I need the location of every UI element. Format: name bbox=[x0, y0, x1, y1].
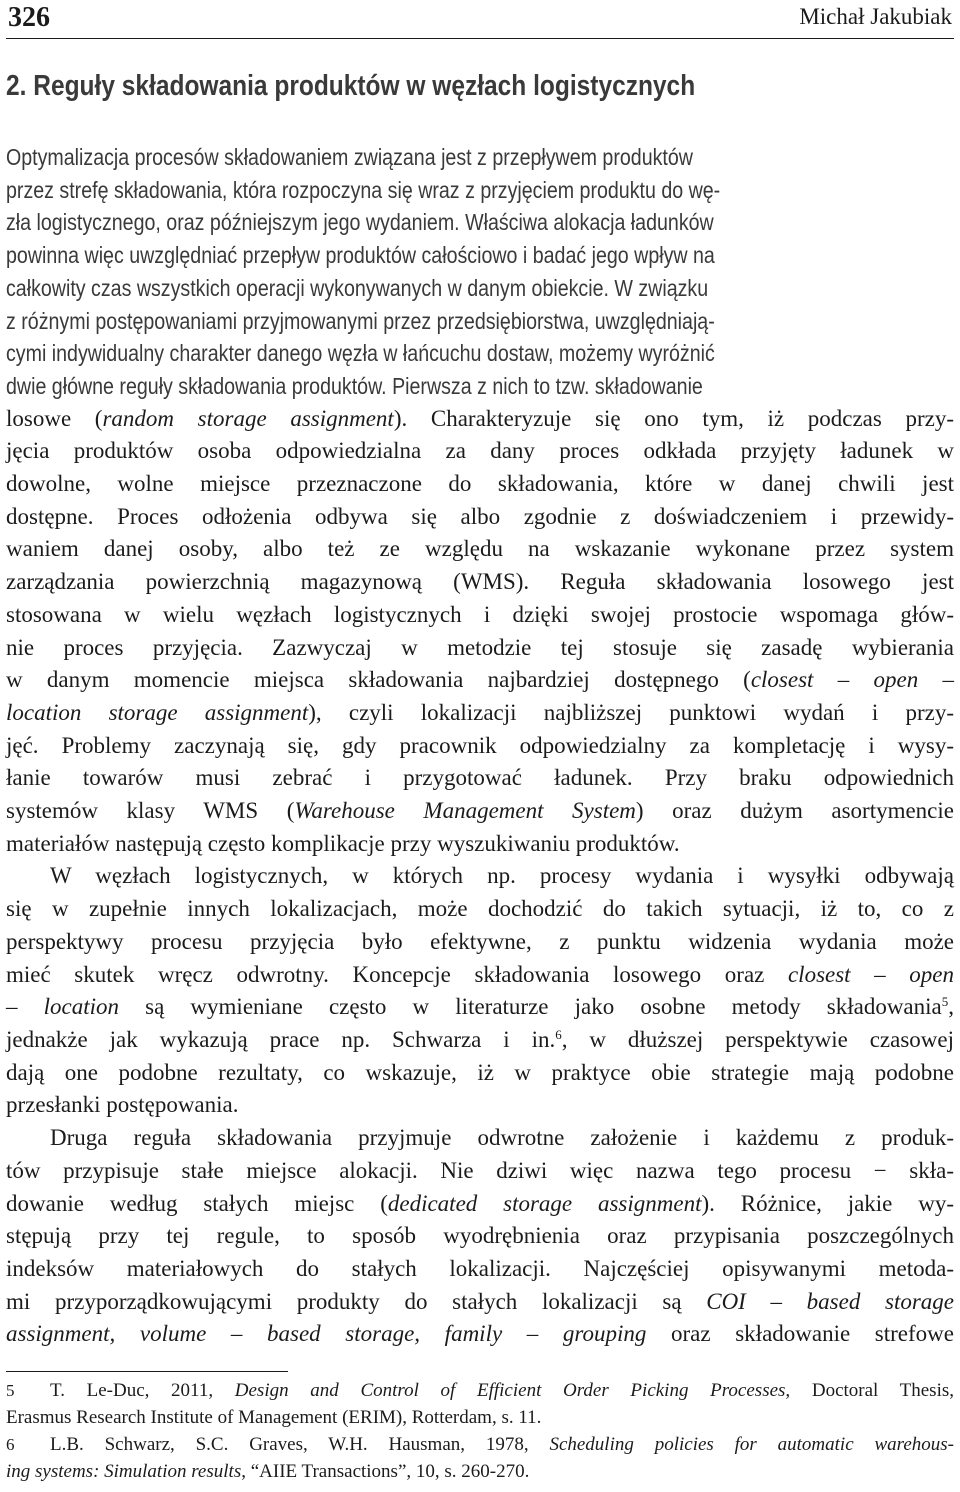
text-run: systemów klasy WMS ( bbox=[6, 798, 295, 824]
text-line: zła logistycznego, oraz późniejszym jego wydaniem. Właściwa alokacja ładunków bbox=[6, 209, 714, 236]
emphasis: random storage assignment bbox=[102, 405, 394, 431]
paragraph-3 bbox=[6, 1122, 954, 1351]
text-line: tów przypisuje stałe miejsce alokacji. Nie dziwi więc nazwa tego procesu − skła- bbox=[6, 1157, 954, 1183]
text-line: dwie główne reguły składowania produktów. Pierwsza z nich to tzw. składowanie bbox=[6, 372, 703, 399]
text-line: jęcia produktów osoba odpowiedzialna za dany proces odkłada przyjęty ładunek w bbox=[6, 438, 954, 464]
text-line: waniem danej osoby, albo też ze względu na wskazanie wykonane przez system bbox=[6, 536, 954, 562]
emphasis: dedicated storage assignment bbox=[387, 1190, 702, 1216]
text-run: są wymieniane często w literaturze jako osobne metody składowania bbox=[119, 994, 942, 1020]
emphasis: closest – open – bbox=[750, 667, 954, 693]
text-run: mieć skutek wręcz odwrotny. Koncepcje składowania losowego oraz bbox=[6, 961, 788, 987]
emphasis: Scheduling policies for automatic warehous- bbox=[549, 1434, 954, 1455]
text-line: całkowity czas wszystkich operacji wykonywanych w danym obiekcie. W związku bbox=[6, 274, 709, 301]
text-line: przez strefę składowania, która rozpoczyna się wraz z przyjęciem produktu do wę- bbox=[6, 176, 721, 203]
text-line bbox=[6, 1286, 954, 1319]
text-line: się w zupełnie innych lokalizacjach, może dochodzić do takich sytuacji, iż to, co z bbox=[6, 896, 954, 922]
footnote-ref-5[interactable]: 5 bbox=[941, 994, 949, 1010]
text-run: Doctoral Thesis, bbox=[790, 1380, 954, 1401]
emphasis: Warehouse Management System bbox=[294, 798, 636, 824]
text-line bbox=[6, 1188, 954, 1221]
emphasis: – location bbox=[6, 994, 120, 1020]
text-line: dają one podobne rezultaty, co wskazuje, iż w praktyce obie strategie mają podobne bbox=[6, 1059, 954, 1085]
body-text bbox=[6, 141, 954, 1351]
text-run: losowe ( bbox=[6, 405, 103, 431]
text-line bbox=[6, 664, 954, 697]
running-header bbox=[6, 2, 954, 36]
text-line: stępują przy tej regule, to sposób wyodrębnienia oraz przypisania poszczególnych bbox=[6, 1223, 954, 1249]
footnote-number: 6 bbox=[6, 1435, 15, 1454]
text-line bbox=[6, 403, 954, 436]
text-run: , “AIIE Transactions”, 10, s. 260-270. bbox=[241, 1461, 530, 1482]
paragraph-2 bbox=[6, 860, 954, 1122]
text-line: nie proces przyjęcia. Zazwyczaj w metodzie tej stosuje się zasadę wybierania bbox=[6, 634, 954, 660]
footnote-ref-6[interactable]: 6 bbox=[555, 1026, 562, 1042]
text-run: oraz składowanie strefowe bbox=[646, 1321, 954, 1347]
footnote-6 bbox=[6, 1431, 954, 1458]
text-run: T. Le-Duc, 2011, bbox=[50, 1380, 235, 1401]
text-line: perspektywy procesu przyjęcia było efektywne, z punktu widzenia wydania może bbox=[6, 928, 954, 954]
section-title: 2. Reguły składowania produktów w węzłach logistycznych bbox=[6, 70, 696, 102]
text-line: W węzłach logistycznych, w których np. procesy wydania i wysyłki odbywają bbox=[50, 863, 954, 889]
emphasis: ing systems: Simulation results bbox=[6, 1461, 242, 1482]
footnote-6-line-2 bbox=[6, 1458, 954, 1485]
text-line: indeksów materiałowych do stałych lokalizacji. Najczęściej opisywanymi metoda- bbox=[6, 1255, 954, 1281]
text-line bbox=[6, 959, 954, 992]
text-line: dostępne. Proces odłożenia odbywa się albo zgodnie z doświadczeniem i przewidy- bbox=[6, 503, 954, 529]
text-line bbox=[6, 697, 954, 730]
text-line: cymi indywidualny charakter danego węzła w łańcuchu dostaw, możemy wyróżnić bbox=[6, 340, 715, 367]
page-number: 326 bbox=[8, 2, 50, 33]
text-run: ) oraz dużym asortymencie bbox=[635, 798, 954, 824]
text-run: mi przyporządkowującymi produkty do stałych lokalizacji są bbox=[6, 1288, 707, 1314]
footnote-5-line-2: Erasmus Research Institute of Management (ERIM), Rotterdam, s. 11. bbox=[6, 1407, 542, 1428]
paragraph-1 bbox=[6, 141, 954, 860]
footnotes bbox=[6, 1377, 954, 1485]
running-author: Michał Jakubiak bbox=[799, 4, 952, 29]
text-run: ). Różnice, jakie wy- bbox=[701, 1190, 955, 1216]
text-line: powinna więc uwzględniać przepływ produktów całościowo i badać jego wpływ na bbox=[6, 242, 715, 269]
text-run: w danym momencie miejsca składowania najbardziej dostępnego ( bbox=[6, 667, 751, 693]
text-run: jednakże jak wykazują prace np. Schwarza i in. bbox=[6, 1026, 556, 1052]
text-line: z różnymi postępowaniami przyjmowanymi przez przedsiębiorstwa, uwzględniają- bbox=[6, 307, 715, 334]
text-run: L.B. Schwarz, S.C. Graves, W.H. Hausman, 1978, bbox=[50, 1434, 550, 1455]
text-line bbox=[6, 1024, 954, 1057]
text-run: dowanie według stałych miejsc ( bbox=[6, 1190, 388, 1216]
emphasis: COI – based storage bbox=[706, 1288, 955, 1314]
emphasis: assignment, volume – based storage, family – grouping bbox=[6, 1321, 647, 1347]
footnote-rule bbox=[6, 1371, 288, 1372]
emphasis: closest – open bbox=[787, 961, 954, 987]
text-line bbox=[6, 1318, 954, 1351]
text-line: przesłanki postępowania. bbox=[6, 1092, 239, 1118]
text-run: , bbox=[948, 994, 954, 1020]
text-line: dowolne, wolne miejsce przeznaczone do składowania, które w danej chwili jest bbox=[6, 471, 954, 497]
text-run: ). Charakteryzuje się ono tym, iż podczas przy- bbox=[393, 405, 954, 431]
text-line: Druga reguła składowania przyjmuje odwrotne założenie i każdemu z produk- bbox=[50, 1125, 954, 1151]
text-line bbox=[6, 795, 954, 828]
emphasis: Design and Control of Efficient Order Picking Processes, bbox=[234, 1380, 791, 1401]
text-line: stosowana w wielu węzłach logistycznych i dzięki swojej prostocie wspomaga głów- bbox=[6, 601, 954, 627]
footnote-number: 5 bbox=[6, 1381, 15, 1400]
text-run: , w dłuższej perspektywie czasowej bbox=[561, 1026, 954, 1052]
text-line: jęć. Problemy zaczynają się, gdy pracownik odpowiedzialny za kompletację i wysy- bbox=[6, 732, 954, 758]
text-line bbox=[6, 991, 954, 1024]
text-run: ), czyli lokalizacji najbliższej punktowi wydań i przy- bbox=[308, 699, 954, 725]
text-line: łanie towarów musi zebrać i przygotować ładunek. Przy braku odpowiednich bbox=[6, 765, 954, 791]
text-line: zarządzania powierzchnią magazynową (WMS). Reguła składowania losowego jest bbox=[6, 569, 954, 595]
text-line: Optymalizacja procesów składowaniem związana jest z przepływem produktów bbox=[6, 144, 693, 170]
footnote-5 bbox=[6, 1377, 954, 1404]
text-line: materiałów następują często komplikacje przy wyszukiwaniu produktów. bbox=[6, 830, 680, 856]
emphasis: location storage assignment bbox=[6, 699, 309, 725]
header-rule bbox=[6, 38, 954, 39]
